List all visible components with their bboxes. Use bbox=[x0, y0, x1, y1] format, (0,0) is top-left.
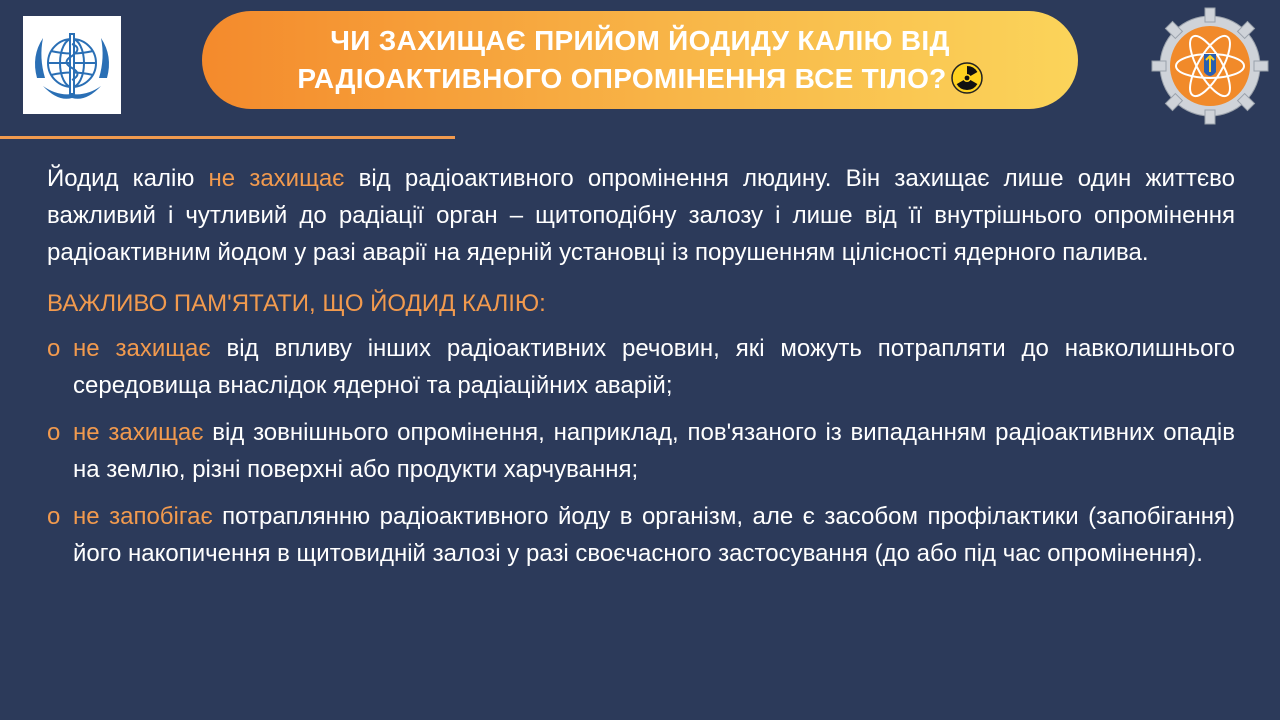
title-line-1: ЧИ ЗАХИЩАЄ ПРИЙОМ ЙОДИДУ КАЛІЮ ВІД bbox=[330, 25, 950, 56]
slide-content bbox=[47, 160, 1235, 582]
bullet-text: потраплянню радіоактивного йоду в організм, але є засобом профілактики (запобігання) його накопичення в щитовидній залозі у разі своєчасного застосування (до або під час опромінення). bbox=[73, 503, 1235, 567]
bullet-marker: o bbox=[47, 335, 61, 362]
radiation-icon bbox=[951, 62, 983, 94]
atom-gear-emblem-icon bbox=[1150, 6, 1270, 126]
bullet-list bbox=[47, 330, 1235, 572]
title-line-2 bbox=[297, 60, 982, 98]
bullet-highlight: не захищає bbox=[73, 335, 211, 362]
title-divider bbox=[0, 136, 455, 139]
list-item bbox=[47, 330, 1235, 404]
intro-text-part2: від радіоактивного опромінення людину. Він захищає лише один життєво важливий і чутливий до радіації орган – щитоподібну залозу і лише від її внутрішнього опромінення радіоактивним йодом у разі аварії на ядерній установці із порушенням цілісності ядерного палива. bbox=[47, 165, 1235, 266]
bullet-text: від зовнішнього опромінення, наприклад, пов'язаного із випаданням радіоактивних опадів на землю, різні поверхні або продукти харчування; bbox=[73, 419, 1235, 483]
bullet-marker: o bbox=[47, 503, 61, 530]
who-emblem-icon bbox=[23, 16, 121, 114]
list-item bbox=[47, 414, 1235, 488]
intro-highlight: не захищає bbox=[208, 165, 345, 192]
bullet-marker: o bbox=[47, 419, 61, 446]
page-title bbox=[297, 22, 982, 98]
title-line-2-text: РАДІОАКТИВНОГО ОПРОМІНЕННЯ ВСЕ ТІЛО? bbox=[297, 63, 947, 94]
title-banner bbox=[202, 11, 1078, 109]
list-item bbox=[47, 498, 1235, 572]
bullet-text: від впливу інших радіоактивних речовин, які можуть потрапляти до навколишнього середовища внаслідок ядерної та радіаційних аварій; bbox=[73, 335, 1235, 399]
bullet-highlight: не запобігає bbox=[73, 503, 213, 530]
bullet-highlight: не захищає bbox=[73, 419, 204, 446]
important-heading: ВАЖЛИВО ПАМ'ЯТАТИ, ЩО ЙОДИД КАЛІЮ: bbox=[47, 290, 546, 317]
intro-text-part1: Йодид калію bbox=[47, 165, 209, 192]
intro-paragraph bbox=[47, 160, 1235, 271]
